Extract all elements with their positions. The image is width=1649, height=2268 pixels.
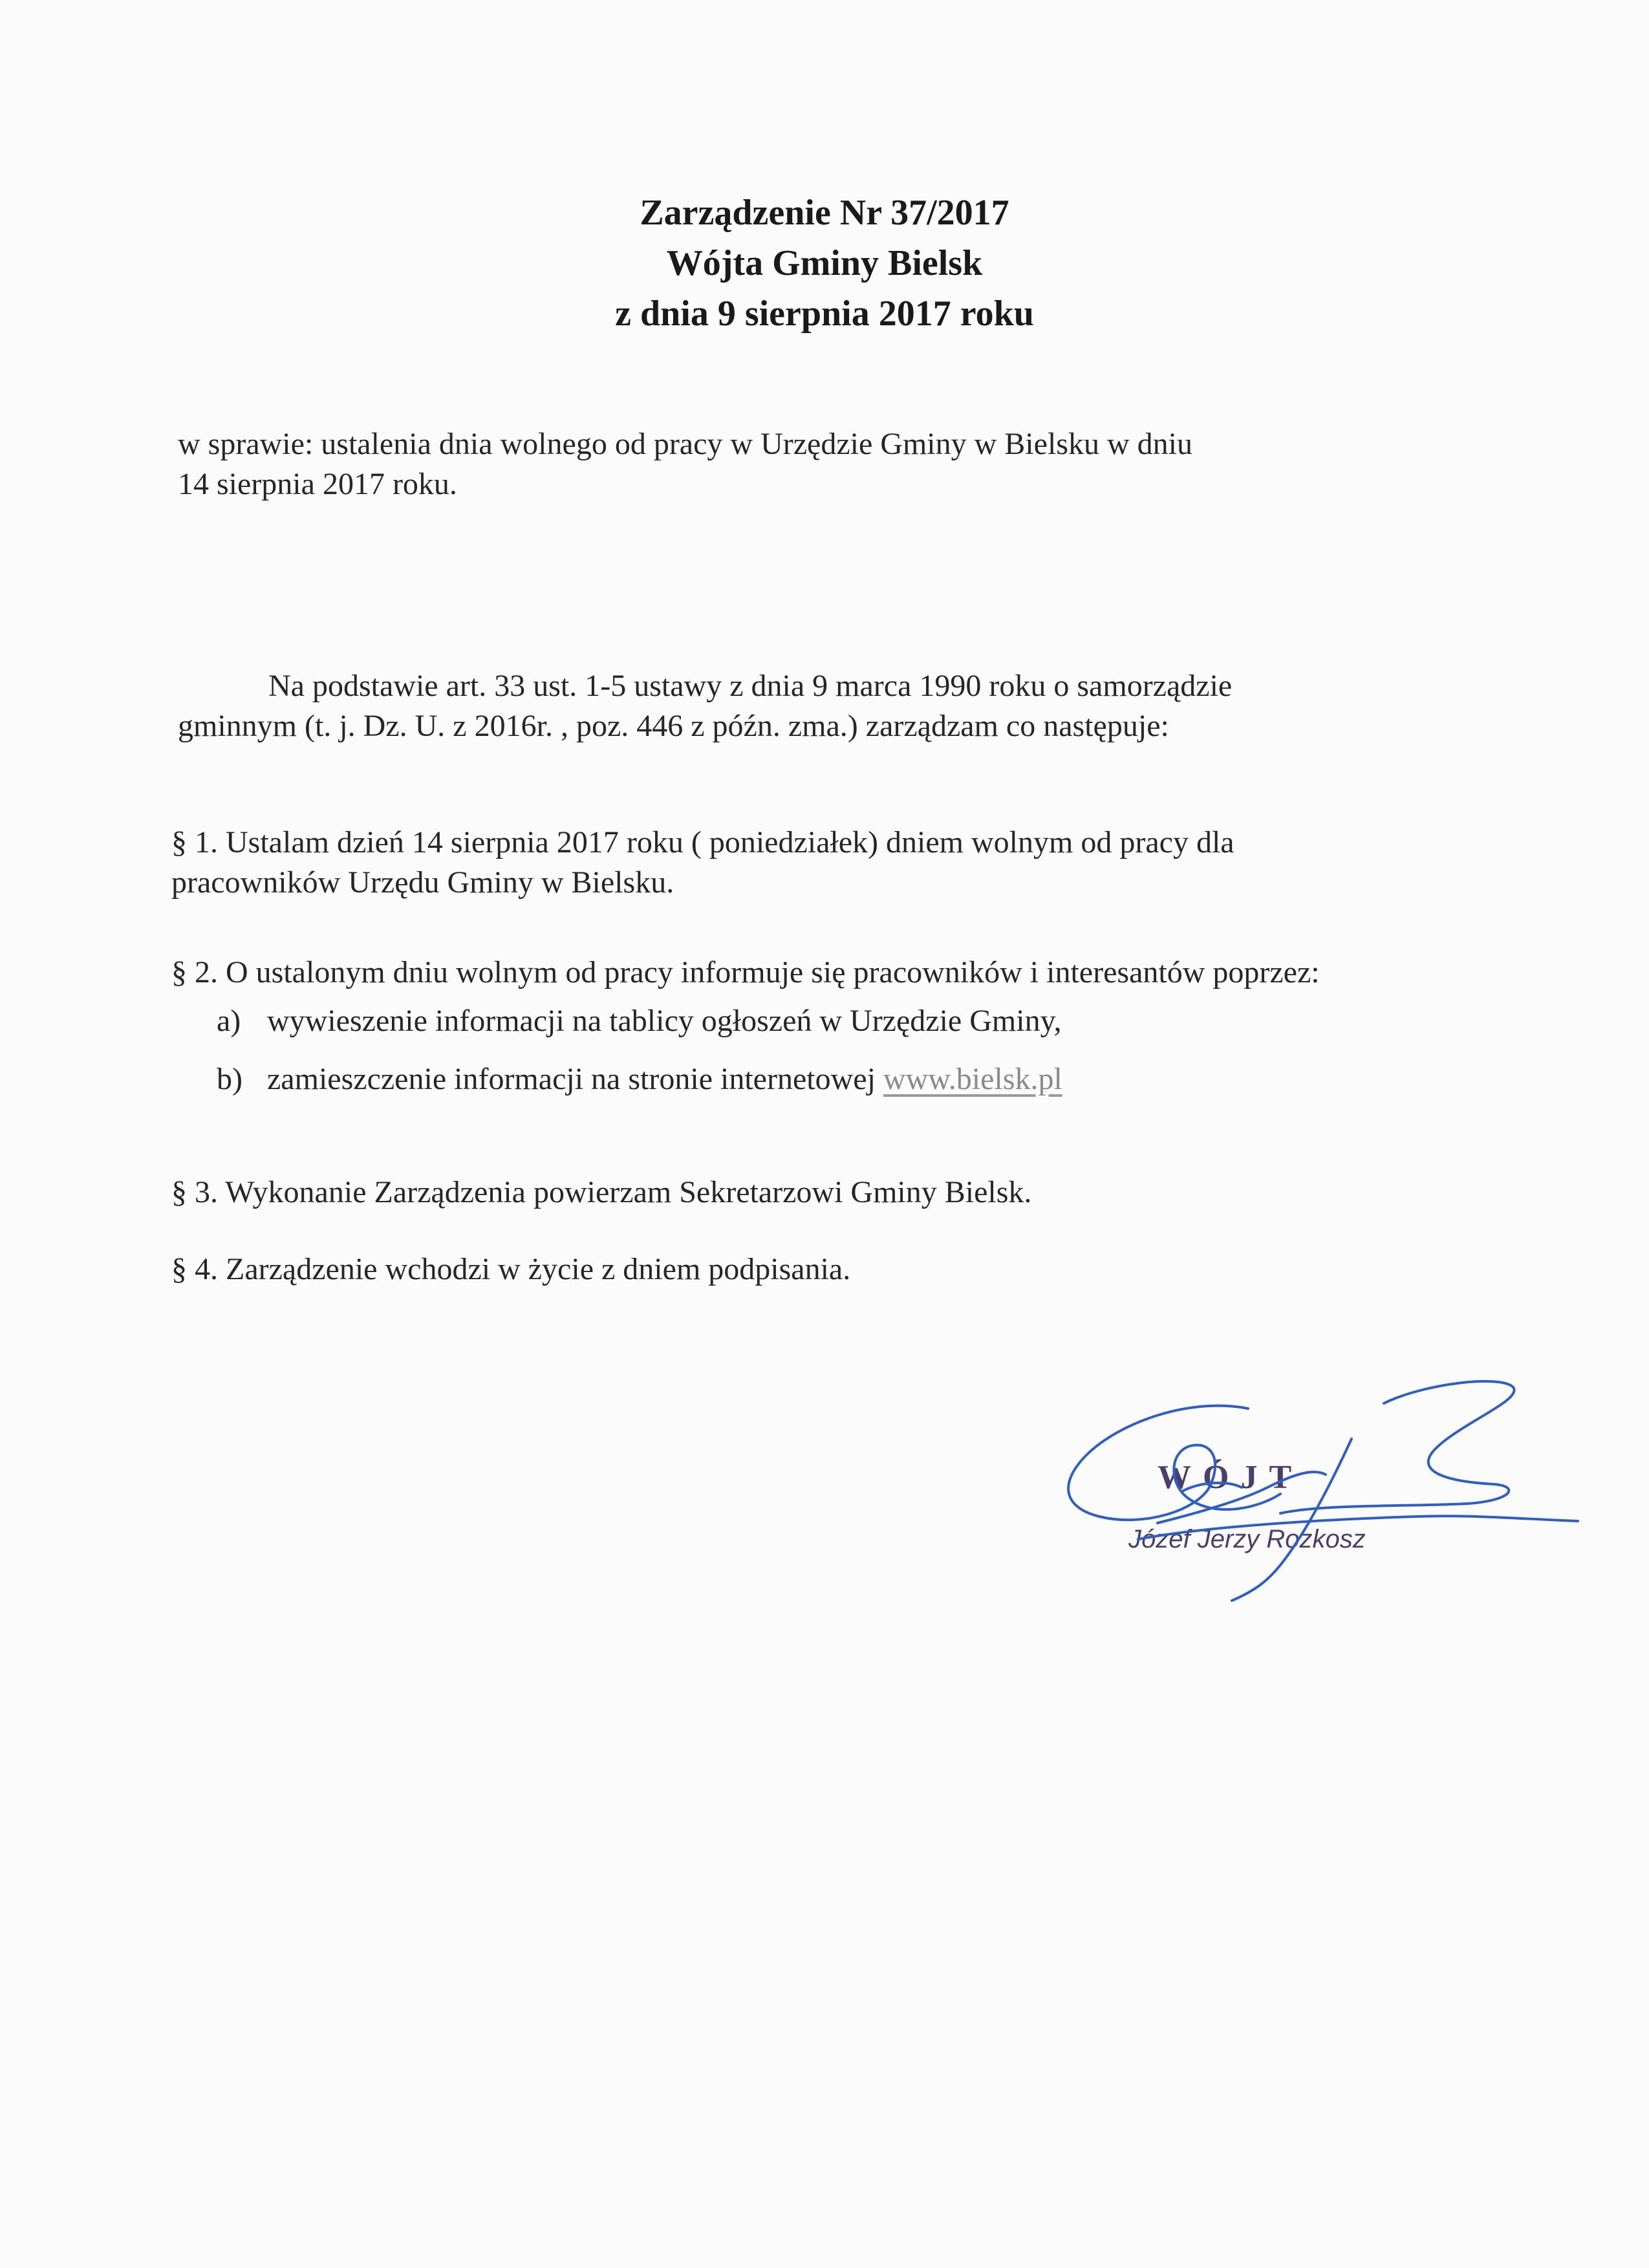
paragraph-4 xyxy=(171,1249,1335,1290)
list-item-text: wywieszenie informacji na tablicy ogłoszeń w Urzędzie Gminy, xyxy=(267,1004,1062,1038)
subject-line-2: 14 sierpnia 2017 roku. xyxy=(178,467,457,501)
legal-basis xyxy=(178,666,1342,746)
paragraph-3-text: § 3. Wykonanie Zarządzenia powierzam Sekretarzowi Gminy Bielsk. xyxy=(171,1175,1032,1209)
legal-basis-line-2: gminnym (t. j. Dz. U. z 2016r. , poz. 446 z późn. zma.) zarządzam co następuje: xyxy=(178,709,1169,743)
paragraph-2-text: § 2. O ustalonym dniu wolnym od pracy informuje się pracowników i interesantów poprzez: xyxy=(171,955,1320,989)
list-marker: b) xyxy=(217,1062,242,1096)
paragraph-1 xyxy=(171,823,1335,903)
legal-basis-line-1: Na podstawie art. 33 ust. 1-5 ustawy z dnia 9 marca 1990 roku o samorządzie xyxy=(268,669,1233,703)
subject-line-1: w sprawie: ustalenia dnia wolnego od pracy w Urzędzie Gminy w Bielsku w dniu xyxy=(178,427,1192,461)
list-marker: a) xyxy=(217,1004,241,1038)
paragraph-4-text: § 4. Zarządzenie wchodzi w życie z dniem podpisania. xyxy=(171,1252,851,1286)
order-number: Zarządzenie Nr 37/2017 xyxy=(640,193,1009,233)
stamp-title: WÓJT xyxy=(1158,1459,1304,1496)
handwritten-signature xyxy=(1048,1377,1584,1636)
order-date: z dnia 9 sierpnia 2017 roku xyxy=(615,294,1034,334)
paragraph-3 xyxy=(171,1172,1335,1213)
subject xyxy=(178,424,1316,504)
issuer: Wójta Gminy Bielsk xyxy=(666,243,983,283)
paragraph-1-line-1: § 1. Ustalam dzień 14 sierpnia 2017 roku ( poniedziałek) dniem wolnym od pracy dla xyxy=(171,825,1234,859)
paragraph-2 xyxy=(171,953,1400,993)
list-item xyxy=(217,1059,1062,1099)
list-item-text: zamieszczenie informacji na stronie internetowej xyxy=(267,1062,876,1096)
stamp-name: Józef Jerzy Rozkosz xyxy=(1128,1525,1366,1553)
document-header xyxy=(0,188,1649,339)
list-item xyxy=(217,1001,1061,1041)
website-link[interactable]: www.bielsk.pl xyxy=(883,1062,1062,1096)
paragraph-1-line-2: pracowników Urzędu Gminy w Bielsku. xyxy=(171,865,674,900)
